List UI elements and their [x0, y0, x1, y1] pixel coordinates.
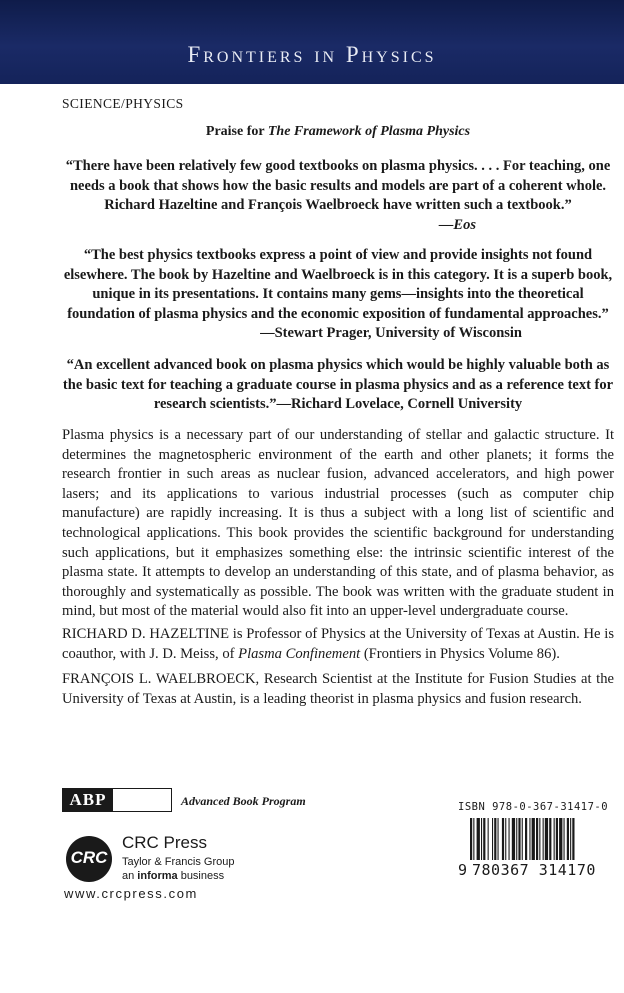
- publisher-group: Taylor & Francis Group: [122, 856, 235, 868]
- series-banner: [0, 0, 624, 84]
- praise-heading: [62, 124, 614, 140]
- quote-eos: [62, 157, 614, 235]
- author-bio-waelbroeck: FRANÇOIS L. WAELBROECK, Research Scientist at the Institute for Fusion Studies at the University of Texas at Austin, is a leading theorist in plasma physics and fusion research.: [62, 671, 614, 707]
- praise-book-title: The Framework of Plasma Physics: [267, 124, 471, 139]
- crc-logo-text: CRC: [70, 848, 108, 867]
- bio-book-title: Plasma Confinement: [238, 645, 361, 662]
- isbn-label: ISBN 978-0-367-31417-0: [458, 801, 609, 813]
- quote-prager: [62, 246, 614, 344]
- praise-lead: Praise for: [205, 124, 268, 139]
- quote-attribution: —Eos: [438, 216, 476, 233]
- abp-logo: [62, 788, 172, 812]
- quote-attribution: —Stewart Prager, University of Wisconsin: [260, 325, 522, 341]
- quote-text: “The best physics textbooks express a point of view and provide insights not found elsewhere. The book by Hazeltine and Waelbroeck is in this category. It is a superb book, unique in its presentations. It contains many gems—insights into the theoretical foundation of plasma physics and the economic exposition of fundamental approaches.”: [63, 247, 613, 322]
- barcode-number: 780367 314170: [472, 861, 596, 879]
- publisher-url: www.crcpress.com: [64, 886, 198, 901]
- series-title: Frontiers in Physics: [187, 42, 437, 67]
- author-bio-hazeltine: RICHARD D. HAZELTINE is Professor of Physics at the University of Texas at Austin. He is coauthor, with J. D. Meiss, of Plasma Confinement (Frontiers in Physics Volume 86).: [62, 626, 614, 662]
- barcode-first-digit: 9: [458, 861, 468, 879]
- quote-text: “There have been relatively few good textbooks on plasma physics. . . . For teaching, one needs a book that shows how the basic results and models are part of a coherent whole. Richard Hazeltine and François Waelbroeck have written such a textbook.”: [65, 158, 611, 213]
- book-description: Plasma physics is a necessary part of our understanding of stellar and galactic structure. It determines the magnetospheric environment of the earth and other planets; it forms the research frontier in such areas as nuclear fusion, advanced accelerators, and high power lasers; and its applications to various industrial processes (such as computer chip manufacture) are rapidly increasing. It is thus a subject with a long list of scientific and technological applications. This book provides the scientific background for understanding such applications, but it emphasizes something else: the intrinsic scientific interest of the plasma state. It attempts to develop an understanding of this state, and of plasma behavior, as thoroughly and systematically as possible. The book was written with the graduate student in mind, but most of the material would also fit into an upper-level undergraduate course.: [62, 427, 614, 620]
- quote-text: “An excellent advanced book on plasma physics which would be highly valuable both as the basic text for teaching a graduate course in plasma physics and as a reference text for research scientists.”—Richard Lovelace, Cornell University: [62, 357, 614, 412]
- category-label: SCIENCE/PHYSICS: [62, 96, 184, 111]
- crc-logo: [66, 836, 112, 882]
- publisher-business: an informa business: [122, 870, 225, 882]
- abp-label: Advanced Book Program: [181, 794, 306, 808]
- quote-lovelace: [62, 356, 614, 415]
- abp-logo-text: ABP: [69, 790, 107, 809]
- publisher-name: CRC Press: [122, 833, 208, 852]
